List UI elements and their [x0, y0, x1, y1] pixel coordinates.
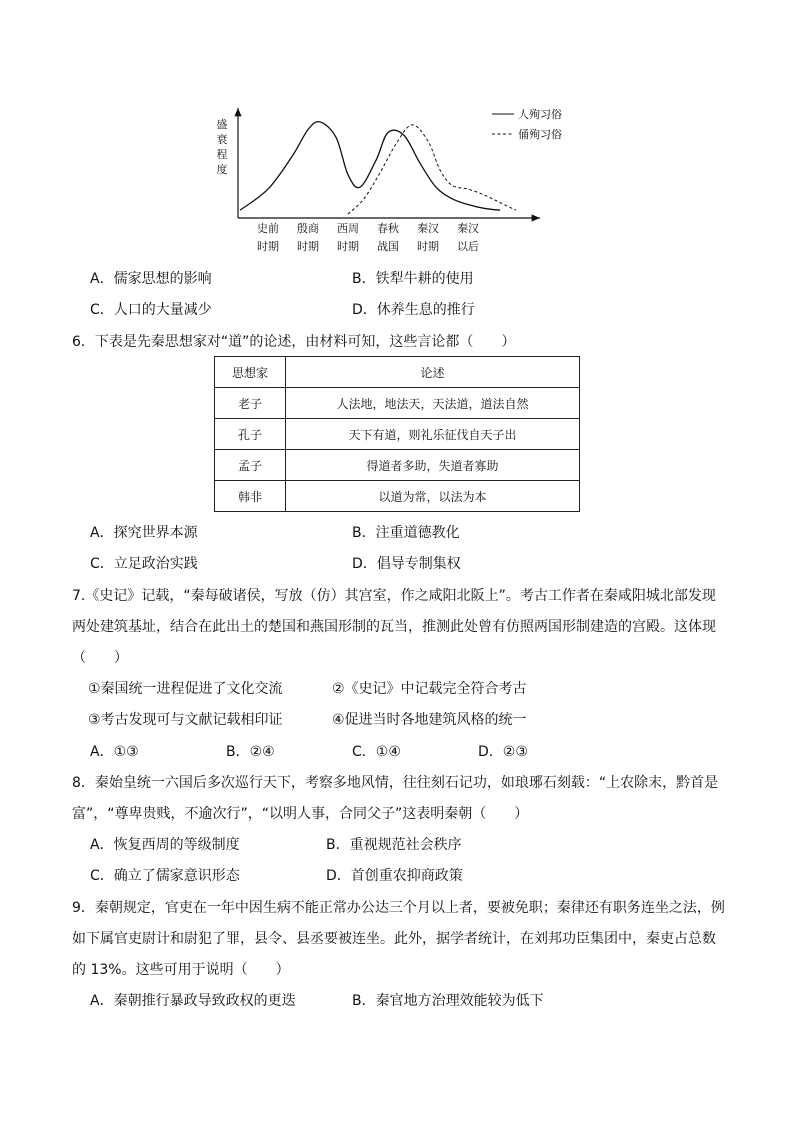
option-letter: C． [90, 302, 114, 318]
table-cell: 天下有道，则礼乐征伐自天子出 [286, 419, 580, 450]
x-tick-label: 时期 [337, 240, 359, 253]
option-text: 立足政治实践 [113, 556, 198, 572]
option-letter: C． [352, 744, 376, 760]
option-text: 重视规范社会秩序 [349, 837, 462, 853]
x-tick-label: 秦汉 [457, 222, 479, 235]
option-text: 恢复西周的等级制度 [113, 837, 240, 853]
y-axis-label [217, 118, 228, 176]
series-line [240, 122, 500, 211]
table-row [215, 388, 580, 419]
q8-stem-line-1: 8．秦始皇统一六国后多次巡行天下，考察多地风情，往往刻石记功，如琅琊石刻载：“上农除末，黔首是 [72, 775, 719, 791]
option-text: 确立了儒家意识形态 [113, 868, 240, 884]
q8-option-c[interactable] [90, 867, 240, 885]
q9-option-b[interactable] [352, 992, 544, 1010]
option-text: ①③ [113, 744, 139, 760]
option-text: 首创重农抑商政策 [350, 868, 463, 884]
option-letter: A． [90, 837, 114, 853]
q7-statement-4: ④促进当时各地建筑风格的统一 [332, 712, 527, 728]
x-tick-label: 时期 [257, 240, 279, 253]
option-text: 秦朝推行暴政导致政权的更迭 [113, 993, 296, 1009]
option-letter: A． [90, 271, 114, 287]
q7-option-d[interactable] [478, 743, 528, 761]
option-text: 秦官地方治理效能较为低下 [375, 993, 544, 1009]
option-text: 人口的大量减少 [113, 302, 212, 318]
q8-option-b[interactable] [326, 836, 462, 854]
table-cell: 韩非 [215, 481, 286, 512]
table-header-row [215, 357, 580, 388]
table-row [215, 450, 580, 481]
q6-option-d[interactable] [352, 555, 461, 573]
q9-option-a[interactable] [90, 992, 296, 1010]
option-text: 探究世界本源 [113, 525, 198, 541]
q7-option-c[interactable] [352, 743, 401, 761]
x-tick-label: 殷商 [297, 222, 319, 235]
x-tick-label: 秦汉 [417, 222, 439, 235]
option-text: 休养生息的推行 [376, 302, 475, 318]
series-line [348, 125, 516, 214]
q8-stem-line-2: 富”，“尊卑贵贱，不逾次行”，“以明人事，合同父子”这表明秦朝（ ） [72, 806, 529, 822]
x-tick-label: 春秋 [377, 222, 399, 235]
q7-stem-line-2: 两处建筑基址，结合在此出土的楚国和燕国形制的瓦当，推测此处曾有仿照两国形制建造的宫殿。这体现 [72, 619, 716, 635]
y-axis-label-char: 衰 [216, 133, 228, 146]
option-letter: B． [352, 271, 376, 287]
x-tick-label: 西周 [337, 222, 359, 235]
x-tick-label: 战国 [377, 240, 399, 253]
q6-table [214, 356, 580, 512]
q6-option-a[interactable] [90, 524, 198, 542]
y-axis-label-char: 盛 [216, 118, 228, 131]
option-text: 倡导专制集权 [376, 556, 461, 572]
legend-label: 人殉习俗 [518, 108, 562, 121]
legend-label: 俑殉习俗 [518, 128, 562, 141]
q5-option-d[interactable] [352, 301, 475, 319]
table-header: 论述 [286, 357, 580, 388]
option-letter: C． [90, 556, 114, 572]
table-cell: 孔子 [215, 419, 286, 450]
option-letter: D． [352, 302, 377, 318]
table-cell: 以道为常，以法为本 [286, 481, 580, 512]
y-axis-label-char: 度 [216, 163, 228, 176]
q7-stem-line-1: 7.《史记》记载，“秦每破诸侯，写放（仿）其宫室，作之咸阳北阪上”。考古工作者在秦咸阳城北部发现 [72, 588, 716, 604]
q7-option-a[interactable] [90, 743, 139, 761]
option-text: ②③ [502, 744, 528, 760]
q9-stem-line-3: 的 13%。这些可用于说明（ ） [72, 962, 290, 978]
q7-statement-1: ①秦国统一进程促进了文化交流 [88, 681, 283, 697]
option-letter: B． [326, 837, 350, 853]
option-letter: D． [478, 744, 503, 760]
option-letter: D． [326, 868, 351, 884]
x-tick-label: 时期 [297, 240, 319, 253]
q9-stem-line-2: 如下属官吏尉计和尉犯了罪，县令、县丞要被连坐。此外，据学者统计，在刘邦功臣集团中，秦吏占总数 [72, 931, 716, 947]
q7-statement-3: ③考古发现可与文献记载相印证 [88, 712, 283, 728]
q9-stem-line-1: 9．秦朝规定，官吏在一年中因生病不能正常办公达三个月以上者，要被免职；秦律还有职务连坐之法，例 [72, 900, 725, 916]
x-tick-label: 以后 [457, 240, 479, 253]
option-letter: B． [352, 993, 376, 1009]
q5-option-b[interactable] [352, 270, 474, 288]
q6-option-b[interactable] [352, 524, 460, 542]
option-text: 注重道德教化 [375, 525, 460, 541]
q6-option-c[interactable] [90, 555, 198, 573]
option-letter: A． [90, 744, 114, 760]
option-letter: B． [226, 744, 250, 760]
y-axis-label-char: 程 [216, 148, 228, 161]
table-cell: 人法地，地法天，天法道，道法自然 [286, 388, 580, 419]
q8-option-d[interactable] [326, 867, 463, 885]
option-text: ①④ [375, 744, 401, 760]
table-cell: 得道者多助，失道者寡助 [286, 450, 580, 481]
chart-svg [210, 100, 590, 260]
option-letter: B． [352, 525, 376, 541]
x-tick-label: 史前 [257, 222, 279, 235]
table-cell: 老子 [215, 388, 286, 419]
option-text: 儒家思想的影响 [113, 271, 212, 287]
table-row [215, 481, 580, 512]
q6-stem: 6．下表是先秦思想家对“道”的论述，由材料可知，这些言论都（ ） [72, 334, 516, 350]
option-letter: C． [90, 868, 114, 884]
q5-option-a[interactable] [90, 270, 212, 288]
option-letter: D． [352, 556, 377, 572]
option-text: ②④ [249, 744, 275, 760]
option-letter: A． [90, 993, 114, 1009]
option-text: 铁犁牛耕的使用 [375, 271, 474, 287]
custom-chart [210, 100, 590, 260]
q8-option-a[interactable] [90, 836, 240, 854]
table-cell: 孟子 [215, 450, 286, 481]
q7-option-b[interactable] [226, 743, 275, 761]
option-letter: A． [90, 525, 114, 541]
q7-statement-2: ②《史记》中记载完全符合考古 [332, 681, 527, 697]
table-row [215, 419, 580, 450]
table-header: 思想家 [215, 357, 286, 388]
x-tick-label: 时期 [417, 240, 439, 253]
q7-stem-line-3: （ ） [72, 650, 128, 666]
q5-option-c[interactable] [90, 301, 212, 319]
